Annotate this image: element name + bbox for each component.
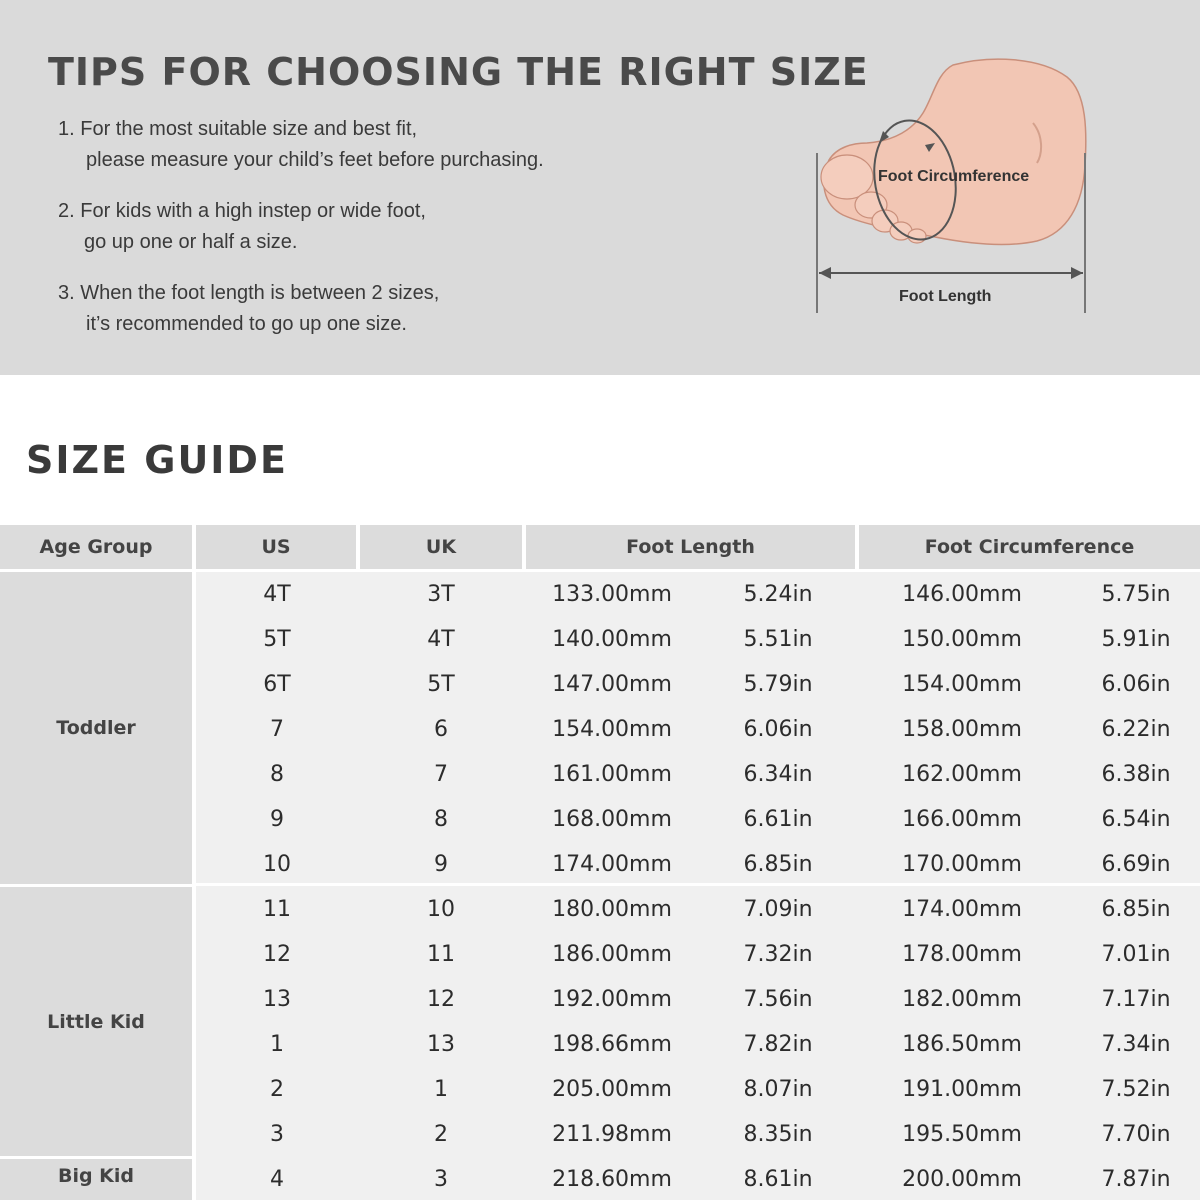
cell-length-in: 7.09in bbox=[743, 897, 813, 922]
tip-line: 1. For the most suitable size and best fit, bbox=[58, 118, 418, 140]
cell-length-mm: 192.00mm bbox=[552, 987, 672, 1012]
cell-length-mm: 205.00mm bbox=[552, 1077, 672, 1102]
foot-illustration bbox=[805, 55, 1105, 325]
cell-length-mm: 186.00mm bbox=[552, 942, 672, 967]
tip-line: 3. When the foot length is between 2 sizes, bbox=[58, 282, 440, 304]
cell-length-in: 7.32in bbox=[743, 942, 813, 967]
cell-length-in: 5.24in bbox=[743, 582, 813, 607]
cell-length-mm: 133.00mm bbox=[552, 582, 672, 607]
cell-length-in: 7.56in bbox=[743, 987, 813, 1012]
cell-circumference-in: 7.70in bbox=[1101, 1122, 1171, 1147]
cell-us: 9 bbox=[270, 807, 284, 832]
cell-uk: 12 bbox=[427, 987, 455, 1012]
cell-length-in: 5.79in bbox=[743, 672, 813, 697]
cell-circumference-mm: 174.00mm bbox=[902, 897, 1022, 922]
cell-circumference-in: 7.17in bbox=[1101, 987, 1171, 1012]
header-uk: UK bbox=[360, 525, 522, 569]
size-table bbox=[0, 525, 1200, 1200]
arrow-right-icon bbox=[1071, 267, 1083, 279]
cell-circumference-in: 6.54in bbox=[1101, 807, 1171, 832]
size-guide-title: SIZE GUIDE bbox=[26, 438, 288, 482]
cell-length-mm: 218.60mm bbox=[552, 1167, 672, 1192]
cell-length-in: 8.61in bbox=[743, 1167, 813, 1192]
cell-us: 12 bbox=[263, 942, 291, 967]
cell-circumference-mm: 178.00mm bbox=[902, 942, 1022, 967]
cell-uk: 7 bbox=[434, 762, 448, 787]
cell-length-in: 6.34in bbox=[743, 762, 813, 787]
cell-length-mm: 147.00mm bbox=[552, 672, 672, 697]
header-age-group: Age Group bbox=[0, 525, 192, 569]
cell-us: 4T bbox=[263, 582, 291, 607]
cell-circumference-mm: 150.00mm bbox=[902, 627, 1022, 652]
cell-circumference-in: 6.06in bbox=[1101, 672, 1171, 697]
cell-circumference-in: 7.87in bbox=[1101, 1167, 1171, 1192]
tip-item bbox=[58, 114, 544, 176]
cell-length-mm: 161.00mm bbox=[552, 762, 672, 787]
cell-circumference-mm: 154.00mm bbox=[902, 672, 1022, 697]
cell-us: 1 bbox=[270, 1032, 284, 1057]
cell-length-mm: 174.00mm bbox=[552, 852, 672, 877]
cell-uk: 4T bbox=[427, 627, 455, 652]
cell-circumference-mm: 195.50mm bbox=[902, 1122, 1022, 1147]
header-foot-length: Foot Length bbox=[526, 525, 855, 569]
tip-line: 2. For kids with a high instep or wide foot, bbox=[58, 200, 426, 222]
cell-uk: 3T bbox=[427, 582, 455, 607]
cell-us: 3 bbox=[270, 1122, 284, 1147]
cell-length-in: 6.61in bbox=[743, 807, 813, 832]
cell-us: 5T bbox=[263, 627, 291, 652]
cell-uk: 6 bbox=[434, 717, 448, 742]
group-big-kid: Big Kid bbox=[0, 1159, 192, 1200]
arrow-left-icon bbox=[819, 267, 831, 279]
cell-us: 13 bbox=[263, 987, 291, 1012]
cell-length-mm: 180.00mm bbox=[552, 897, 672, 922]
tips-panel bbox=[0, 0, 1200, 375]
cell-us: 6T bbox=[263, 672, 291, 697]
cell-circumference-mm: 146.00mm bbox=[902, 582, 1022, 607]
toe-shape bbox=[908, 229, 926, 243]
cell-circumference-in: 7.34in bbox=[1101, 1032, 1171, 1057]
cell-us: 2 bbox=[270, 1077, 284, 1102]
cell-uk: 2 bbox=[434, 1122, 448, 1147]
cell-uk: 8 bbox=[434, 807, 448, 832]
cell-circumference-in: 5.91in bbox=[1101, 627, 1171, 652]
cell-circumference-mm: 191.00mm bbox=[902, 1077, 1022, 1102]
cell-circumference-mm: 170.00mm bbox=[902, 852, 1022, 877]
tip-line: go up one or half a size. bbox=[84, 231, 298, 253]
cell-circumference-mm: 186.50mm bbox=[902, 1032, 1022, 1057]
cell-length-in: 5.51in bbox=[743, 627, 813, 652]
cell-circumference-in: 7.01in bbox=[1101, 942, 1171, 967]
length-label: Foot Length bbox=[899, 288, 992, 305]
cell-circumference-mm: 200.00mm bbox=[902, 1167, 1022, 1192]
cell-uk: 9 bbox=[434, 852, 448, 877]
cell-length-in: 6.85in bbox=[743, 852, 813, 877]
cell-uk: 13 bbox=[427, 1032, 455, 1057]
cell-us: 10 bbox=[263, 852, 291, 877]
cell-length-mm: 168.00mm bbox=[552, 807, 672, 832]
cell-uk: 11 bbox=[427, 942, 455, 967]
cell-length-mm: 211.98mm bbox=[552, 1122, 672, 1147]
cell-us: 8 bbox=[270, 762, 284, 787]
cell-uk: 5T bbox=[427, 672, 455, 697]
tips-title: TIPS FOR CHOOSING THE RIGHT SIZE bbox=[48, 50, 869, 94]
tip-line: it’s recommended to go up one size. bbox=[86, 313, 407, 335]
cell-circumference-in: 6.69in bbox=[1101, 852, 1171, 877]
group-little-kid: Little Kid bbox=[0, 887, 192, 1156]
tip-item bbox=[58, 196, 426, 258]
cell-circumference-in: 6.85in bbox=[1101, 897, 1171, 922]
cell-length-in: 7.82in bbox=[743, 1032, 813, 1057]
cell-length-mm: 154.00mm bbox=[552, 717, 672, 742]
cell-uk: 10 bbox=[427, 897, 455, 922]
cell-us: 4 bbox=[270, 1167, 284, 1192]
circumference-label: Foot Circumference bbox=[878, 168, 1030, 185]
header-us: US bbox=[196, 525, 356, 569]
cell-length-in: 8.35in bbox=[743, 1122, 813, 1147]
cell-us: 11 bbox=[263, 897, 291, 922]
cell-us: 7 bbox=[270, 717, 284, 742]
cell-uk: 1 bbox=[434, 1077, 448, 1102]
cell-length-mm: 140.00mm bbox=[552, 627, 672, 652]
cell-length-mm: 198.66mm bbox=[552, 1032, 672, 1057]
cell-circumference-mm: 158.00mm bbox=[902, 717, 1022, 742]
cell-circumference-in: 6.22in bbox=[1101, 717, 1171, 742]
cell-circumference-mm: 166.00mm bbox=[902, 807, 1022, 832]
cell-circumference-in: 6.38in bbox=[1101, 762, 1171, 787]
foot-diagram bbox=[805, 55, 1105, 325]
tip-item bbox=[58, 278, 439, 340]
cell-length-in: 8.07in bbox=[743, 1077, 813, 1102]
cell-circumference-in: 5.75in bbox=[1101, 582, 1171, 607]
header-foot-circumference: Foot Circumference bbox=[859, 525, 1200, 569]
cell-circumference-mm: 182.00mm bbox=[902, 987, 1022, 1012]
cell-length-in: 6.06in bbox=[743, 717, 813, 742]
tip-line: please measure your child’s feet before purchasing. bbox=[86, 149, 544, 171]
cell-circumference-mm: 162.00mm bbox=[902, 762, 1022, 787]
cell-circumference-in: 7.52in bbox=[1101, 1077, 1171, 1102]
cell-uk: 3 bbox=[434, 1167, 448, 1192]
group-toddler: Toddler bbox=[0, 572, 192, 884]
